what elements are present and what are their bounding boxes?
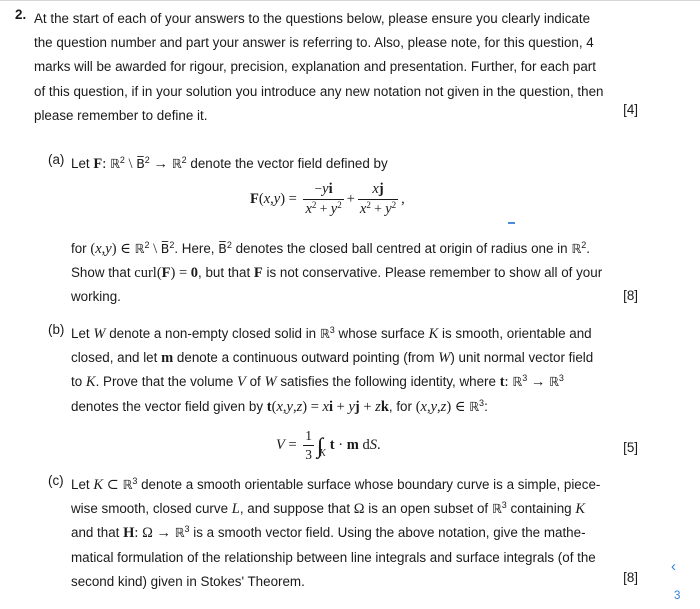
top-divider [0,0,700,1]
part-b-label: (b) [48,322,65,337]
question-number: 2. [15,7,27,22]
part-c-label: (c) [48,473,64,488]
part-b-equation: V = $\frac{1}{3}$ ∫∫ $_K$ t · m d S . [276,428,381,462]
part-a-label: (a) [48,152,65,167]
page-indicator: 3 [674,590,681,602]
part-a-line-1: Let F: ℝ$^2$ \ B̅$^2$ → ℝ$^2$ denote the vector field defined by [71,155,388,172]
part-a-equation: F ( x , y ) = $\frac{-yi}{x^2 + y^2}$ + $\frac{xj}{x^2 + y^2}$ , [250,181,405,217]
part-c-body: Let K ⊂ ℝ$^3$ denote a smooth orientable surface whose boundary curve is a simple, piece-wise smooth, closed curve L, and suppose that Ω is an open subset of ℝ$^3$ containing K and that H: Ω → ℝ$^3$ is a smooth vector field. Using the above notation, give the mathe-matical formulation of the relationship between line integrals and surface integrals (of the second kind) given in Stokes' Theorem. [71,476,601,589]
part-b-body: Let W denote a non-empty closed solid in ℝ$^3$ whose surface K is smooth, orientable and closed, and let m denote a continuous outward pointing (from W) unit normal vector field to K. Prove that the volume V of W satisfies the following identity, where t: ℝ$^3$ → ℝ$^3$ denotes the vector field given by t(x,y,z) = xi + yj + zk, for (x,y,z) ∈ ℝ$^3$: [71,325,594,415]
part-b-marks: [5] [623,440,638,455]
part-a-marks: [8] [623,288,638,303]
question-intro: At the start of each of your answers to the questions below, please ensure you clearly indicate the question number and part your answer is referring to. Also, please note, for this question, 4 marks will be awarded for rigour, precision, explanation and presentation. Further, for each part of this question, if in your solution you introduce any new notation not given in the question, then please remember to define it. [34,11,604,123]
intro-marks: [4] [623,102,638,117]
stray-mark [508,222,515,224]
part-c-marks: [8] [623,570,638,585]
chevron-left-icon[interactable]: ‹ [671,558,676,575]
part-a-body: for (x,y) ∈ ℝ$^2$ \ B̅$^2$. Here, B̅$^2$ denotes the closed ball centred at origin of radius one in ℝ$^2$. Show that curl(F) = 0, but that F is not conservative. Please remember to show all of your working. [71,240,603,305]
